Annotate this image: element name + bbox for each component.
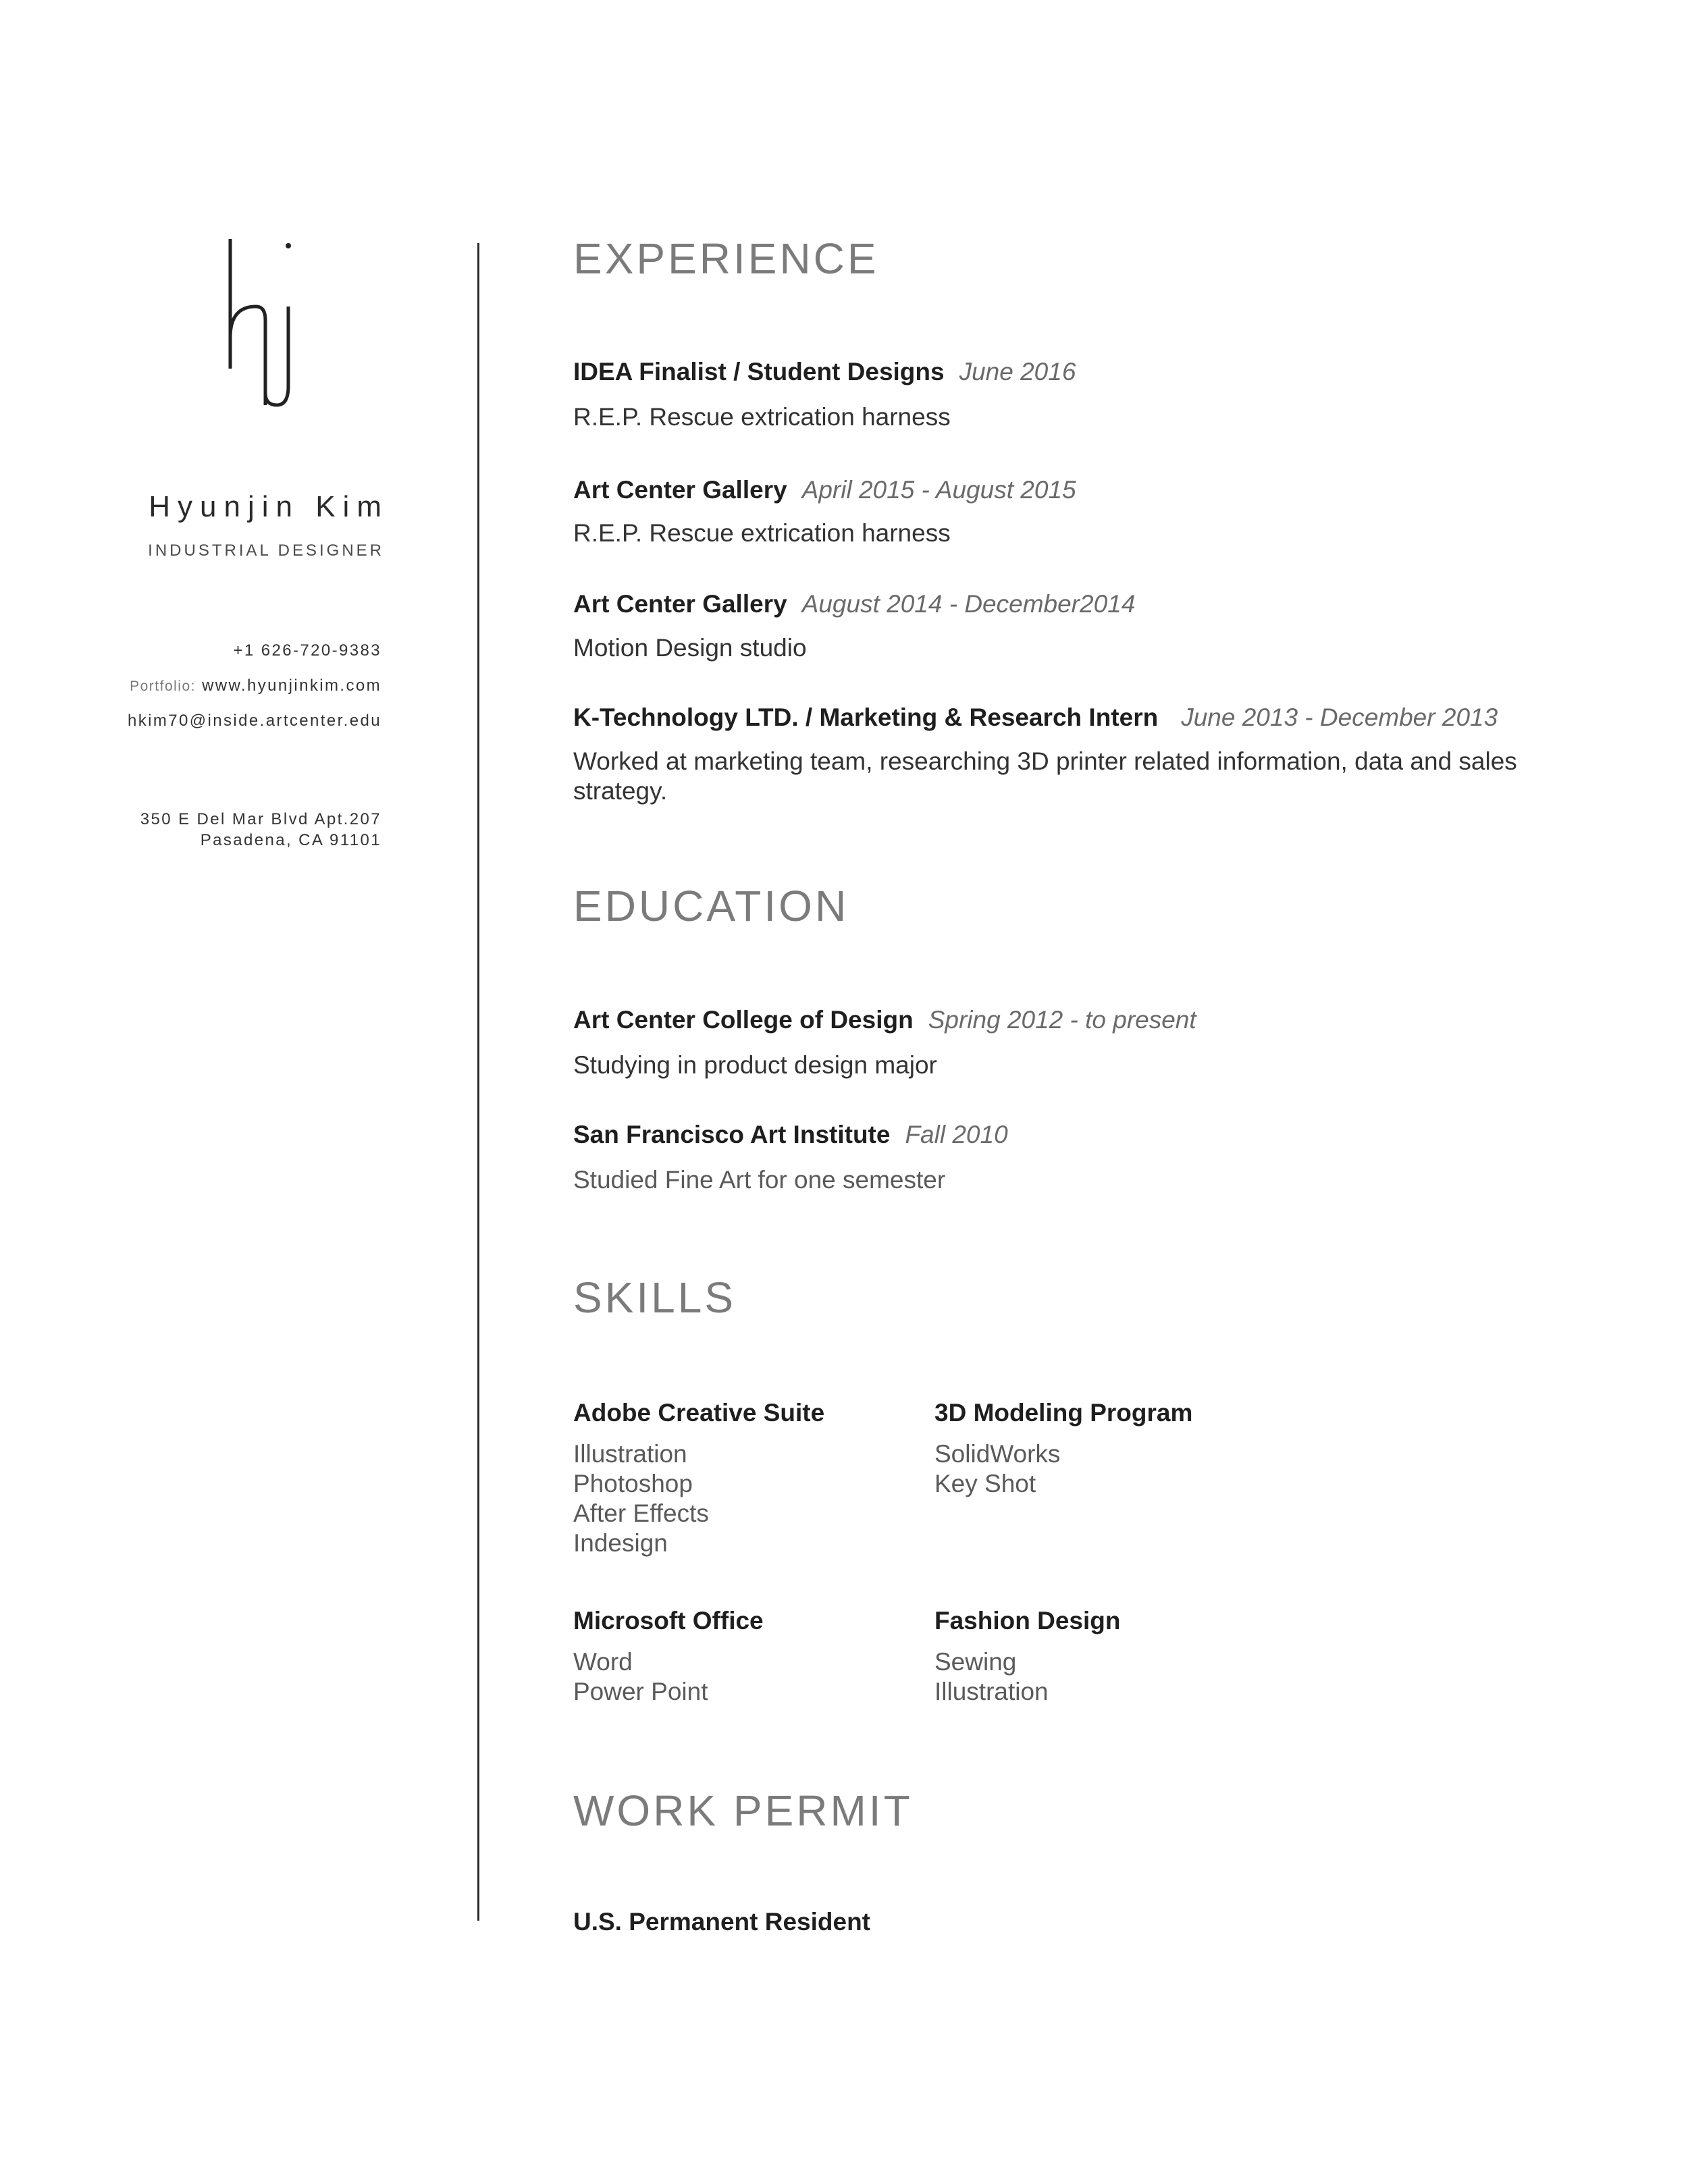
skill-item: Word [573, 1648, 633, 1676]
address-line-2: Pasadena, CA 91101 [200, 831, 381, 849]
skill-group-title: 3D Modeling Program [934, 1399, 1193, 1427]
skill-group-title: Fashion Design [934, 1607, 1121, 1634]
education-heading: EDUCATION [573, 882, 849, 930]
skill-item: Illustration [934, 1678, 1049, 1705]
entry-title: K-Technology LTD. / Marketing & Research Intern [573, 703, 1159, 731]
experience-heading: EXPERIENCE [573, 234, 879, 283]
work-permit-value: U.S. Permanent Resident [573, 1908, 871, 1936]
experience-entry-title [573, 476, 1076, 504]
entry-title: Art Center Gallery [573, 476, 787, 504]
experience-entry-title [573, 358, 1076, 386]
skill-group-title: Adobe Creative Suite [573, 1399, 825, 1427]
skill-item: SolidWorks [934, 1440, 1061, 1468]
entry-description: Motion Design studio [573, 634, 807, 662]
entry-title: Art Center College of Design [573, 1006, 914, 1034]
entry-date: June 2013 - December 2013 [1181, 703, 1498, 731]
entry-date: Fall 2010 [905, 1121, 1008, 1148]
skill-item: Sewing [934, 1648, 1017, 1676]
entry-description: R.E.P. Rescue extrication harness [573, 403, 951, 431]
skill-item: Key Shot [934, 1470, 1036, 1497]
skill-item: Indesign [573, 1529, 668, 1557]
skill-item: Photoshop [573, 1470, 693, 1497]
entry-date: August 2014 - December2014 [801, 590, 1136, 618]
address-line-1: 350 E Del Mar Blvd Apt.207 [140, 810, 381, 828]
person-name: Hyunjin Kim [149, 490, 389, 523]
skill-item: After Effects [573, 1499, 709, 1527]
entry-description: Studied Fine Art for one semester [573, 1166, 946, 1194]
skill-item: Power Point [573, 1678, 708, 1705]
entry-title: San Francisco Art Institute [573, 1121, 891, 1148]
work-permit-status [573, 1908, 870, 1936]
portfolio-label: Portfolio: [130, 678, 196, 694]
skill-list [934, 1647, 1120, 1707]
job-title: INDUSTRIAL DESIGNER [148, 541, 384, 560]
skill-list [573, 1439, 824, 1558]
skill-group-3d [934, 1399, 1192, 1499]
skill-group-fashion [934, 1607, 1120, 1707]
education-entry-title [573, 1121, 1008, 1149]
education-entry-title [573, 1006, 1196, 1034]
column-divider [477, 243, 479, 1921]
experience-entry-title [573, 590, 1135, 618]
email-address[interactable]: hkim70@inside.artcenter.edu [127, 712, 381, 730]
entry-description: R.E.P. Rescue extrication harness [573, 519, 951, 547]
portfolio-line [130, 676, 381, 695]
entry-description: Studying in product design major [573, 1051, 937, 1079]
phone-number[interactable]: +1 626-720-9383 [233, 641, 381, 660]
mailing-address [140, 809, 381, 851]
portfolio-link[interactable]: www.hyunjinkim.com [202, 676, 381, 695]
monogram-logo [226, 236, 300, 412]
experience-entry-title [573, 703, 1498, 732]
skill-group-microsoft [573, 1607, 764, 1707]
entry-title: IDEA Finalist / Student Designs [573, 358, 945, 385]
entry-date: June 2016 [959, 358, 1076, 385]
skill-list [934, 1439, 1192, 1499]
work-permit-heading: WORK PERMIT [573, 1786, 913, 1835]
entry-date: April 2015 - August 2015 [801, 476, 1076, 504]
entry-title: Art Center Gallery [573, 590, 787, 618]
skills-heading: SKILLS [573, 1273, 737, 1322]
skill-group-title: Microsoft Office [573, 1607, 764, 1634]
skill-item: Illustration [573, 1440, 687, 1468]
skill-list [573, 1647, 764, 1707]
skill-group-adobe [573, 1399, 824, 1558]
entry-date: Spring 2012 - to present [928, 1006, 1196, 1034]
entry-description: Worked at marketing team, researching 3D printer related information, data and sales strategy. [573, 747, 1517, 805]
